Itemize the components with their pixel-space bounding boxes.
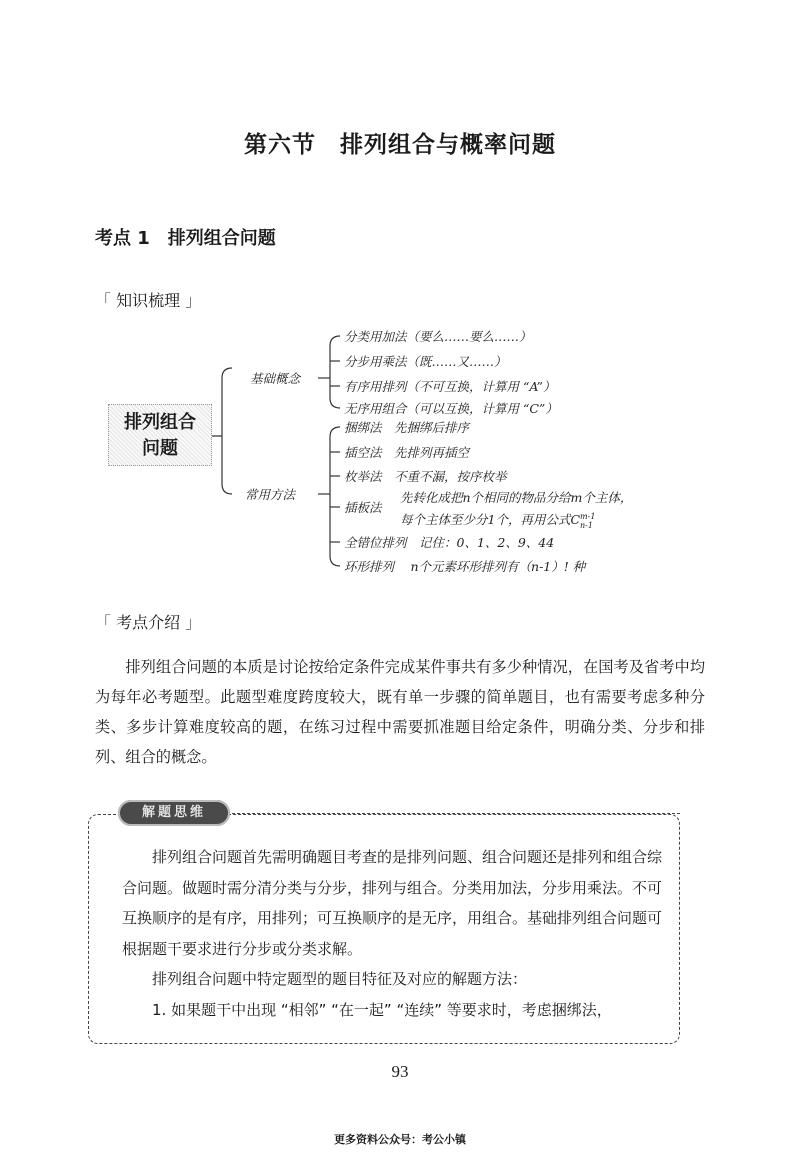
footer-note: 更多资料公众号：考公小镇 xyxy=(334,1133,466,1146)
tip-paragraph: 排列组合问题首先需明确题目考查的是排列问题、组合问题还是排列和组合综合问题。做题时需分清分类与分步，排列与组合。分类用加法，分步用乘法。不可互换顺序的是有序，用排列；可互换顺序的是无序，用组合。基础排列组合问题可根据题干要求进行分步或分类求解。 xyxy=(122,848,663,958)
intro-paragraph: 排列组合问题的本质是讨论按给定条件完成某件事共有多少种情况，在国考及省考中均为每年必考题型。此题型难度跨度较大，既有单一步骤的简单题目，也有需要考虑多种分类、多步计算难度较高的题，在练习过程中需要抓准题目给定条件，明确分类、分步和排列、组合的概念。 xyxy=(95,658,705,766)
kaodian-title: 考点 1 排列组合问题 xyxy=(95,228,276,249)
bracket-open: 「 xyxy=(95,291,112,310)
method-item: 环形排列 n个元素环形排列有（n-1）! 种 xyxy=(344,559,586,574)
concept-item: 有序用排列（不可互换，计算用 “A”） xyxy=(344,379,556,394)
tip-box-tag: 解题思维 xyxy=(118,800,230,826)
plate-method-line-1: 先转化成把n个相同的物品分给m个主体， xyxy=(400,490,633,505)
page-number: 93 xyxy=(391,1062,409,1081)
knowledge-heading-text: 知识梳理 xyxy=(111,291,186,310)
tip-paragraph: 1. 如果题干中出现 “相邻” “在一起” “连续” 等要求时，考虑捆绑法， xyxy=(152,1000,612,1019)
method-item: 捆绑法 先捆绑后排序 xyxy=(344,420,470,435)
root-line-2: 问题 xyxy=(142,438,178,459)
tip-box-text xyxy=(122,842,662,1025)
method-item: 插空法 先排列再插空 xyxy=(344,445,470,460)
bracket-open: 「 xyxy=(95,613,112,632)
section-title: 第六节 排列组合与概率问题 xyxy=(244,132,556,158)
intro-heading xyxy=(95,610,201,633)
branch-common-methods: 常用方法 xyxy=(245,487,296,502)
tip-paragraph: 排列组合问题中特定题型的题目特征及对应的解题方法： xyxy=(152,970,528,988)
concept-item: 分类用加法（要么……要么……） xyxy=(344,329,532,344)
bracket-close: 」 xyxy=(185,291,202,310)
method-item: 插板法 xyxy=(344,500,382,515)
branch-basic-concepts: 基础概念 xyxy=(250,371,301,386)
method-item: 枚举法 不重不漏，按序枚举 xyxy=(344,469,507,484)
mind-map-root xyxy=(108,404,212,466)
root-line-1: 排列组合 xyxy=(124,412,196,433)
method-item: 全错位排列 记住：0、1、2、9、44 xyxy=(344,535,555,550)
intro-heading-text: 考点介绍 xyxy=(111,613,186,632)
concept-item: 分步用乘法（既……又……） xyxy=(344,354,507,369)
bracket-close: 」 xyxy=(185,613,202,632)
tip-box-top-line xyxy=(232,813,680,814)
concept-item: 无序用组合（可以互换，计算用 “C”） xyxy=(344,401,558,416)
plate-method-line-2: 每个主体至少分1个，再用公式C m-1 n-1 xyxy=(400,511,596,530)
